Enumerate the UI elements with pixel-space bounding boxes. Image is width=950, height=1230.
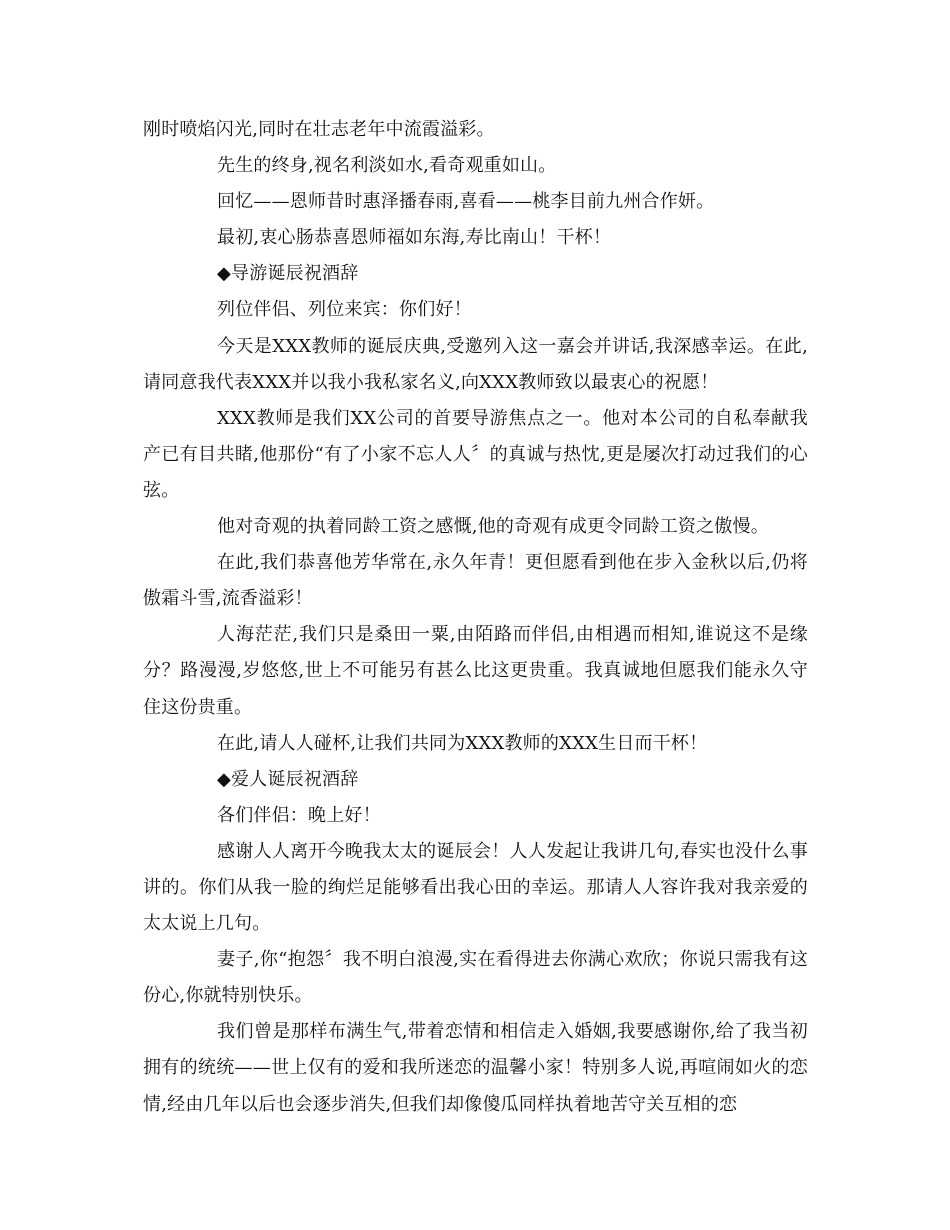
document-body: [143, 112, 808, 1123]
paragraph: 妻子,你“抱怨〞我不明白浪漫,实在看得进去你满心欢欣；你说只需我有这份心,你就特别快乐。: [143, 949, 808, 1007]
paragraph: 他对奇观的执着同龄工资之感慨,他的奇观有成更令同龄工资之傲慢。: [217, 516, 769, 538]
section-heading: ◆导游诞辰祝酒辞: [217, 263, 359, 285]
paragraph: 人海茫茫,我们只是桑田一粟,由陌路而伴侣,由相遇而相知,谁说这不是缘分？路漫漫,岁悠悠,世上不可能另有甚么比这更贵重。我真诚地但愿我们能永久守住这份贵重。: [143, 624, 808, 718]
section-heading: ◆爱人诞辰祝酒辞: [217, 768, 359, 790]
paragraph: 各们伴侣：晚上好！: [217, 804, 381, 826]
paragraph: 感谢人人离开今晚我太太的诞辰会！人人发起让我讲几句,春实也没什么事讲的。你们从我一脸的绚烂足能够看出我心田的幸运。那请人人容许我对我亲爱的太太说上几句。: [143, 840, 808, 935]
paragraph: 我们曾是那样布满生气,带着恋情和相信走入婚姻,我要感谢你,给了我当初拥有的统统——世上仅有的爱和我所迷恋的温馨小家！特别多人说,再喧闹如火的恋情,经由几年以后也会逐步消失,但我们却像傻瓜同样执着地苦守关互相的恋: [143, 1021, 808, 1115]
paragraph: 先生的终身,视名利淡如水,看奇观重如山。: [217, 155, 557, 177]
paragraph: 在此,请人人碰杯,让我们共同为XXX教师的XXX生日而干杯！: [217, 732, 708, 754]
paragraph: 列位伴侣、列位来宾：你们好！: [217, 299, 472, 321]
paragraph: 回忆——恩师昔时惠泽播春雨,喜看——桃李目前九州合作妍。: [217, 191, 715, 213]
paragraph: 刚时喷焰闪光,同时在壮志老年中流霞溢彩。: [143, 119, 495, 140]
paragraph: 在此,我们恭喜他芳华常在,永久年青！更但愿看到他在步入金秋以后,仍将傲霜斗雪,流香溢彩！: [143, 552, 808, 610]
paragraph: XXX教师是我们XX公司的首要导游焦点之一。他对本公司的自私奉献我产已有目共睹,他那份“有了小家不忘人人〞的真诚与热忱,更是屡次打动过我们的心弦。: [143, 407, 808, 501]
paragraph: 今天是XXX教师的诞辰庆典,受邀列入这一嘉会并讲话,我深感幸运。在此,请同意我代表XXX并以我小我私家名义,向XXX教师致以最衷心的祝愿！: [143, 335, 808, 393]
paragraph: 最初,衷心肠恭喜恩师福如东海,寿比南山！干杯！: [217, 227, 612, 249]
